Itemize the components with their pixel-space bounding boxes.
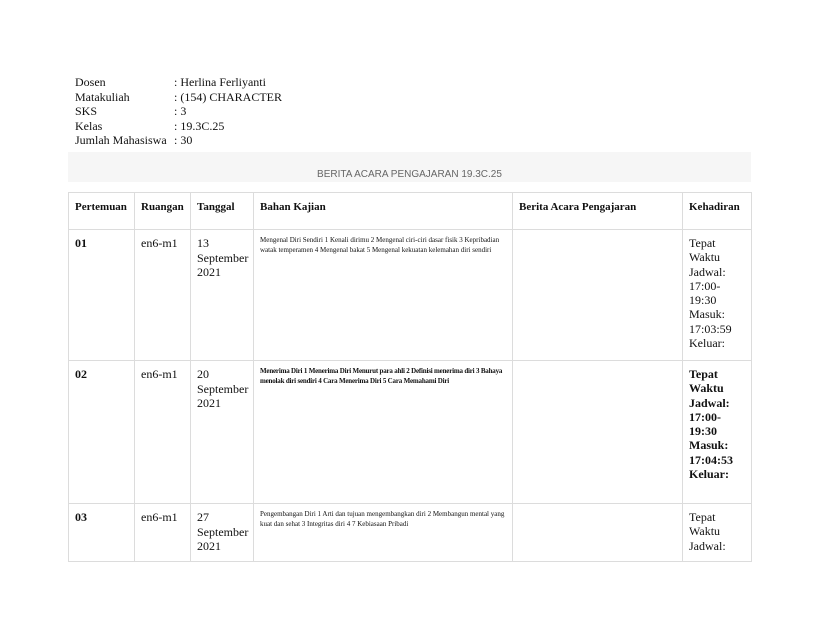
attendance-line: Jadwal:: [689, 395, 730, 410]
course-label: Matakuliah: [75, 89, 130, 104]
attendance-line: 17:00-: [689, 409, 721, 424]
report-title-banner: BERITA ACARA PENGAJARAN 19.3C.25: [68, 152, 751, 182]
report-cell: [513, 504, 683, 562]
date-cell: 27 September 2021: [191, 504, 254, 562]
course-info: [75, 75, 282, 148]
lecturer-row: [75, 75, 282, 90]
teaching-report-table: [68, 192, 752, 562]
material-cell: Mengenal Diri Sendiri 1 Kenali dirimu 2 Mengenal ciri-ciri dasar fisik 3 Kepribadian watak temperamen 4 Mengenal bakat 5 Mengenal kekuatan kelemahan diri sendiri: [254, 230, 513, 361]
attendance-line: Waktu: [689, 524, 721, 539]
room-cell: en6-m1: [135, 230, 191, 361]
table-header-row: [69, 193, 752, 230]
attendance-line: 19:30: [689, 424, 717, 439]
sks-value: : 3: [174, 104, 187, 118]
attendance-cell: [683, 504, 752, 562]
header-date: Tanggal: [191, 193, 254, 230]
header-meeting: Pertemuan: [69, 193, 135, 230]
attendance-line: 19:30: [689, 293, 717, 308]
date-cell: 20 September 2021: [191, 361, 254, 504]
header-attendance: Kehadiran: [683, 193, 752, 230]
sks-label: SKS: [75, 104, 98, 118]
room-cell: en6-m1: [135, 504, 191, 562]
report-cell: [513, 230, 683, 361]
attendance-line: Tepat: [689, 236, 716, 250]
material-cell: Menerima Diri 1 Menerima Diri Menurut para ahli 2 Definisi menerima diri 3 Bahaya menolak diri sendiri 4 Cara Menerima Diri 5 Cara Memahami Diri: [254, 361, 513, 504]
attendance-line: Tepat: [689, 510, 716, 524]
attendance-line: Keluar:: [689, 336, 725, 351]
table-row: [69, 504, 752, 562]
date-cell: 13 September 2021: [191, 230, 254, 361]
header-material: Bahan Kajian: [254, 193, 513, 230]
attendance-line: 17:00-: [689, 278, 721, 293]
attendance-cell: [683, 361, 752, 504]
attendance-line: Jadwal:: [689, 538, 726, 553]
attendance-cell: [683, 230, 752, 361]
students-label: Jumlah Mahasiswa: [75, 133, 167, 147]
attendance-line: Masuk:: [689, 307, 725, 322]
class-row: [75, 119, 282, 134]
course-row: [75, 90, 282, 105]
students-row: [75, 133, 282, 148]
attendance-line: Keluar:: [689, 467, 729, 482]
meeting-number: 01: [69, 230, 135, 361]
lecturer-value: : Herlina Ferliyanti: [174, 75, 266, 89]
meeting-number: 02: [69, 361, 135, 504]
attendance-line: Masuk:: [689, 438, 729, 453]
attendance-line: Tepat: [689, 367, 718, 381]
meeting-number: 03: [69, 504, 135, 562]
attendance-line: 17:04:53: [689, 452, 733, 467]
material-cell: Pengembangan Diri 1 Arti dan tujuan mengembangkan diri 2 Membangun mental yang kuat dan sehat 3 Integritas diri 4 7 Kebiasaan Pribadi: [254, 504, 513, 562]
attendance-line: Waktu: [689, 381, 724, 396]
report-cell: [513, 361, 683, 504]
students-value: : 30: [174, 133, 193, 147]
table-row: [69, 361, 752, 504]
course-value: : (154) CHARACTER: [174, 89, 282, 104]
sks-row: [75, 104, 282, 119]
lecturer-label: Dosen: [75, 75, 106, 89]
class-label: Kelas: [75, 118, 103, 133]
attendance-line: Jadwal:: [689, 264, 726, 279]
room-cell: en6-m1: [135, 361, 191, 504]
header-room: Ruangan: [135, 193, 191, 230]
attendance-line: Waktu: [689, 250, 721, 265]
table-row: [69, 230, 752, 361]
attendance-line: 17:03:59: [689, 321, 732, 336]
header-report: Berita Acara Pengajaran: [513, 193, 683, 230]
class-value: : 19.3C.25: [174, 118, 225, 133]
